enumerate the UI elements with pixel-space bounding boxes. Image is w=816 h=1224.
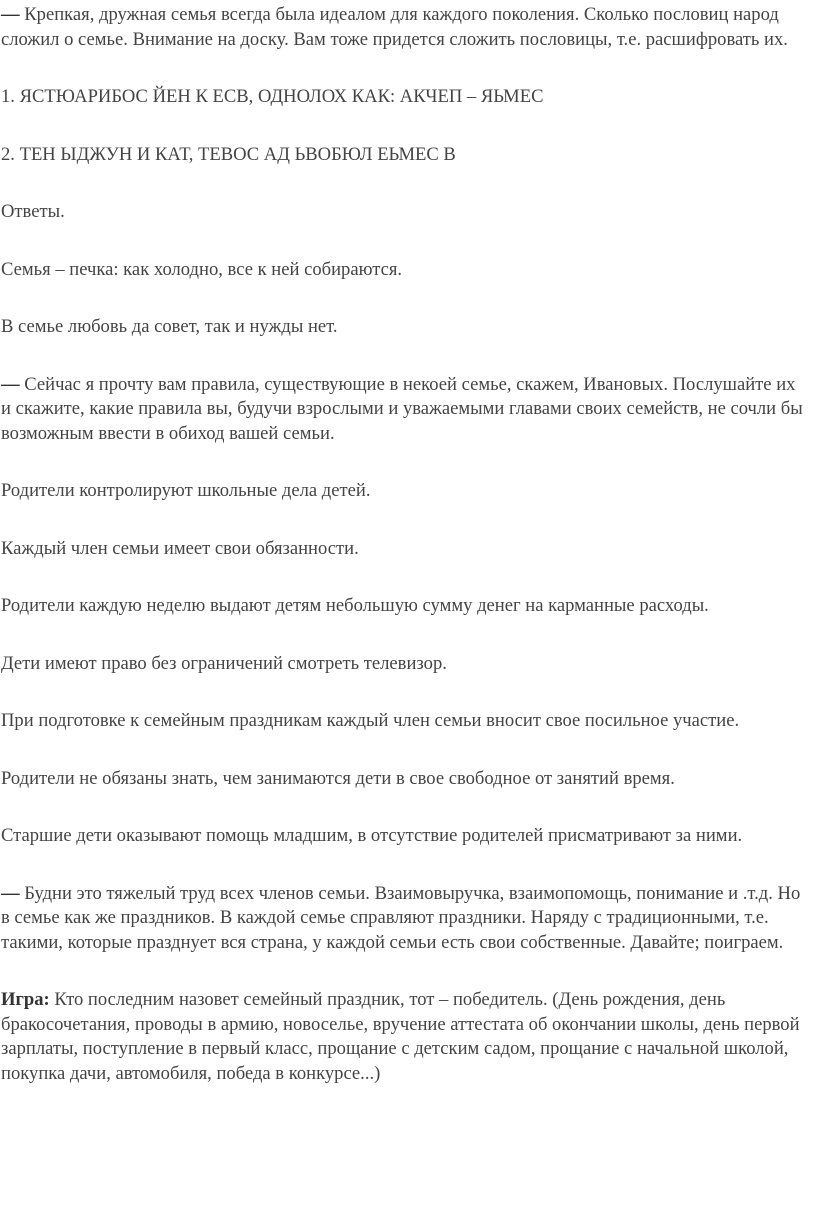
proverb-cipher-2 — [0, 143, 816, 168]
paragraph-intro — [0, 3, 816, 52]
paragraph-text: Старшие дети оказывают помощь младшим, в отсутствие родителей присматривают за ними. — [1, 825, 743, 846]
rule-item — [0, 652, 816, 677]
paragraph-text: Семья – печка: как холодно, все к ней собираются. — [1, 258, 403, 280]
paragraph-text: Родители не обязаны знать, чем занимаются дети в свое свободное от занятий время. — [1, 767, 675, 789]
paragraph-text: Родители контролируют школьные дела детей. — [1, 480, 371, 501]
paragraph-text: Каждый член семьи имеет свои обязанности. — [1, 537, 359, 559]
paragraph-text: Кто последним назовет семейный праздник, тот – победитель. (День рождения, день бракосочетания, проводы в армию, новоселье, вручение аттестата об окончании школы, день первой зарплаты, поступление в первый класс, прощание с детским садом, прощание с начальной школой, покупка дачи, автомобиля, победа в конкурсе...) — [1, 989, 800, 1084]
paragraph-text: Дети имеют право без ограничений смотреть телевизор. — [1, 652, 447, 674]
answer-1 — [0, 258, 816, 283]
rule-item — [0, 709, 816, 734]
paragraph-holidays — [0, 882, 816, 956]
paragraph-text: Ответы. — [1, 201, 65, 222]
proverb-cipher-1 — [0, 85, 816, 110]
dash-mark: — — [1, 882, 20, 904]
paragraph-game — [0, 988, 816, 1086]
rule-item — [0, 824, 816, 849]
answer-2 — [0, 315, 816, 340]
dash-mark: — — [1, 4, 20, 25]
paragraph-text: В семье любовь да совет, так и нужды нет. — [1, 316, 338, 337]
dash-mark: — — [1, 373, 20, 395]
paragraph-text: При подготовке к семейным праздникам каждый член семьи вносит свое посильное участие. — [1, 710, 740, 731]
rule-item — [0, 537, 816, 562]
rule-item — [0, 479, 816, 504]
paragraph-text: Родители каждую неделю выдают детям небольшую сумму денег на карманные расходы. — [1, 595, 709, 616]
paragraph-rules-intro — [0, 373, 816, 447]
rule-item — [0, 594, 816, 619]
paragraph-text: 1. ЯСТЮАРИБОС ЙЕН К ЕСВ, ОДНОЛОХ КАК: АКЧЕП – ЯЬМЕС — [1, 86, 544, 107]
paragraph-text: Сейчас я прочту вам правила, существующие в некоей семье, скажем, Ивановых. Послушайте их и скажите, какие правила вы, будучи взрослыми и уважаемыми главами своих семейств, не сочли бы возможным ввести в обиход вашей семьи. — [1, 373, 803, 444]
paragraph-text: 2. ТЕН ЫДЖУН И КАТ, ТЕВОС АД ЬВОБЮЛ ЕЬМЕС В — [1, 143, 456, 165]
rule-item — [0, 767, 816, 792]
game-label: Игра: — [1, 989, 50, 1010]
paragraph-text: Будни это тяжелый труд всех членов семьи. Взаимовыручка, взаимопомощь, понимание и .т.д. Но в семье как же праздников. В каждой семье справляют праздники. Наряду с традиционными, т.е. такими, которые празднует вся страна, у каждой семьи есть свои собственные. Давайте; поиграем. — [1, 882, 801, 953]
paragraph-text: Крепкая, дружная семья всегда была идеалом для каждого поколения. Сколько пословиц народ сложил о семье. Внимание на доску. Вам тоже придется сложить пословицы, т.е. расшифровать их. — [1, 4, 788, 50]
answers-heading — [0, 200, 816, 225]
